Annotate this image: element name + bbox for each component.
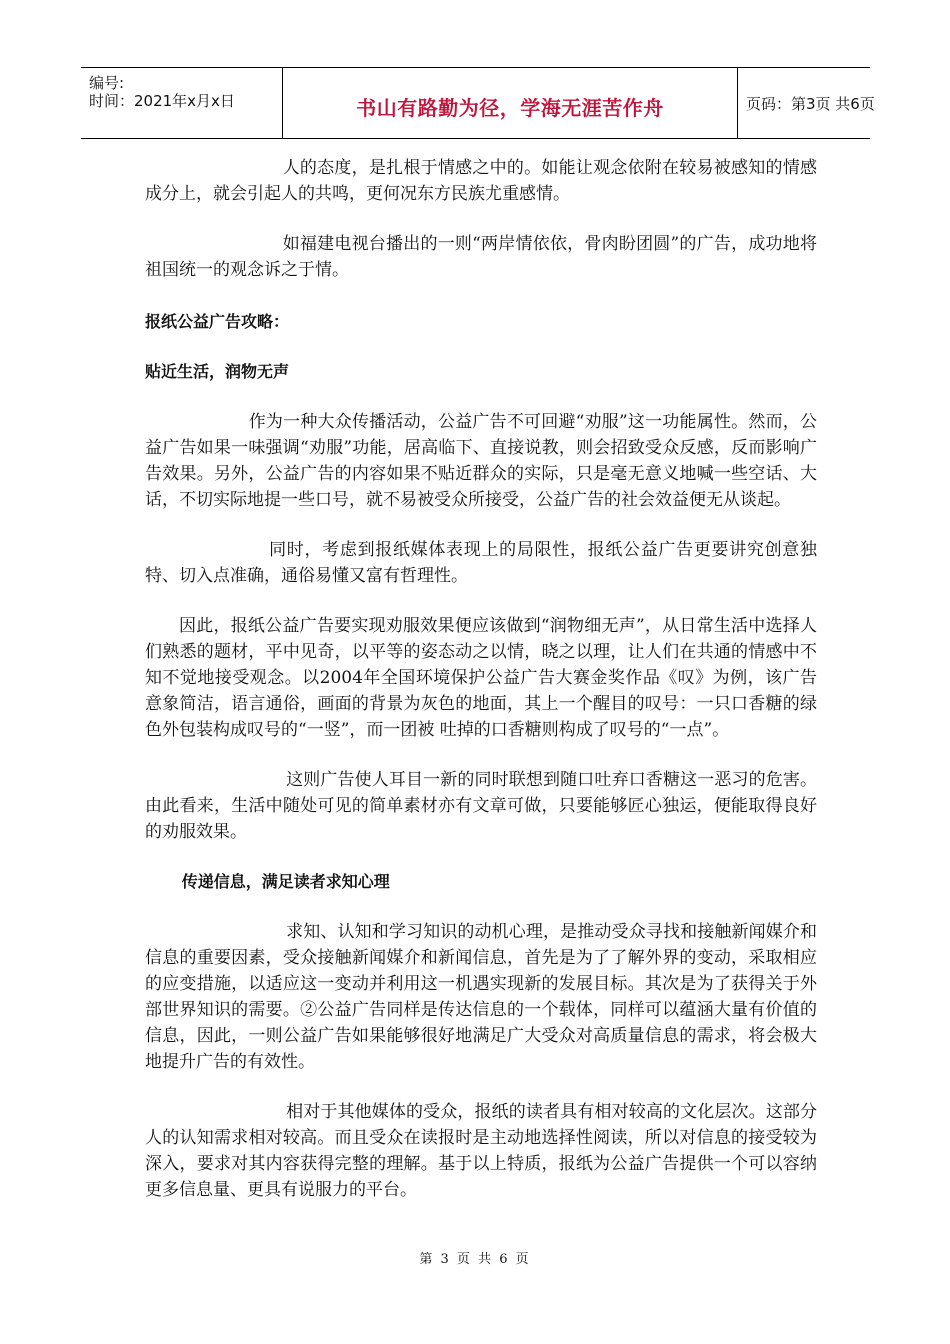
body-paragraph: 求知、认知和学习知识的动机心理，是推动受众寻找和接触新闻媒介和信息的重要因素，受众接触新闻媒介和新闻信息，首先是为了了解外界的变动，采取相应的应变措施，以适应这一变动并利用这一机遇实现新的发展目标。其次是为了获得关于外部世界知识的需要。②公益广告同样是传达信息的一个载体，同样可以蕴涵大量有价值的信息，因此，一则公益广告如果能够很好地满足广大受众对高质量信息的需求，将会极大地提升广告的有效性。 (145, 922, 817, 1072)
body-paragraph: 同时，考虑到报纸媒体表现上的局限性，报纸公益广告更要讲究创意独特、切入点准确，通俗易懂又富有哲理性。 (145, 540, 817, 586)
body-paragraph: 因此，报纸公益广告要实现劝服效果便应该做到“润物细无声”，从日常生活中选择人们熟悉的题材，平中见奇，以平等的姿态动之以情，晓之以理，让人们在共通的情感中不知不觉地接受观念。以2004年全国环境保护公益广告大赛金奖作品《叹》为例，该广告意象简洁，语言通俗，画面的背景为灰色的地面，其上一个醒目的叹号：一只口香糖的绿色外包装构成叹号的“一竖”，而一团被 吐掉的口香糖则构成了叹号的“一点”。 (145, 616, 817, 740)
document-number-label: 编号: (89, 74, 125, 92)
body-paragraph: 相对于其他媒体的受众，报纸的读者具有相对较高的文化层次。这部分人的认知需求相对较高。而且受众在读报时是主动地选择性阅读，所以对信息的接受较为深入，要求对其内容获得完整的理解。基于以上特质，报纸为公益广告提供一个可以容纳更多信息量、更具有说服力的平台。 (145, 1102, 817, 1200)
section-heading: 报纸公益广告攻略： (145, 312, 290, 331)
body-paragraph: 这则广告使人耳目一新的同时联想到随口吐弃口香糖这一恶习的危害。由此看来，生活中随处可见的简单素材亦有文章可做，只要能够匠心独运，便能取得良好的劝服效果。 (145, 770, 817, 842)
body-paragraph: 人的态度，是扎根于情感之中的。如能让观念依附在较易被感知的情感成分上，就会引起人的共鸣，更何况东方民族尤重感情。 (145, 158, 817, 204)
header-page-cell (738, 68, 875, 138)
header-page-info: 页码：第3页 共6页 (746, 95, 875, 113)
body-paragraph: 如福建电视台播出的一则“两岸情依依，骨肉盼团圆”的广告，成功地将祖国统一的观念诉之于情。 (145, 234, 817, 280)
document-body (145, 155, 817, 1203)
header-motto-cell (283, 68, 738, 138)
document-date-label: 时间：2021年x月x日 (89, 92, 235, 110)
section-heading: 贴近生活，润物无声 (145, 362, 290, 381)
document-header (81, 67, 875, 139)
header-meta-cell (81, 68, 283, 138)
header-motto: 书山有路勤为径，学海无涯苦作舟 (356, 96, 664, 120)
body-paragraph: 作为一种大众传播活动，公益广告不可回避“劝服”这一功能属性。然而，公益广告如果一味强调“劝服”功能，居高临下、直接说教，则会招致受众反感，反而影响广告效果。另外，公益广告的内容如果不贴近群众的实际，只是毫无意义地喊一些空话、大话，不切实际地提一些口号，就不易被受众所接受，公益广告的社会效益便无从谈起。 (145, 412, 817, 510)
page-footer: 第 3 页 共 6 页 (419, 1252, 531, 1267)
section-heading: 传递信息，满足读者求知心理 (181, 872, 390, 891)
